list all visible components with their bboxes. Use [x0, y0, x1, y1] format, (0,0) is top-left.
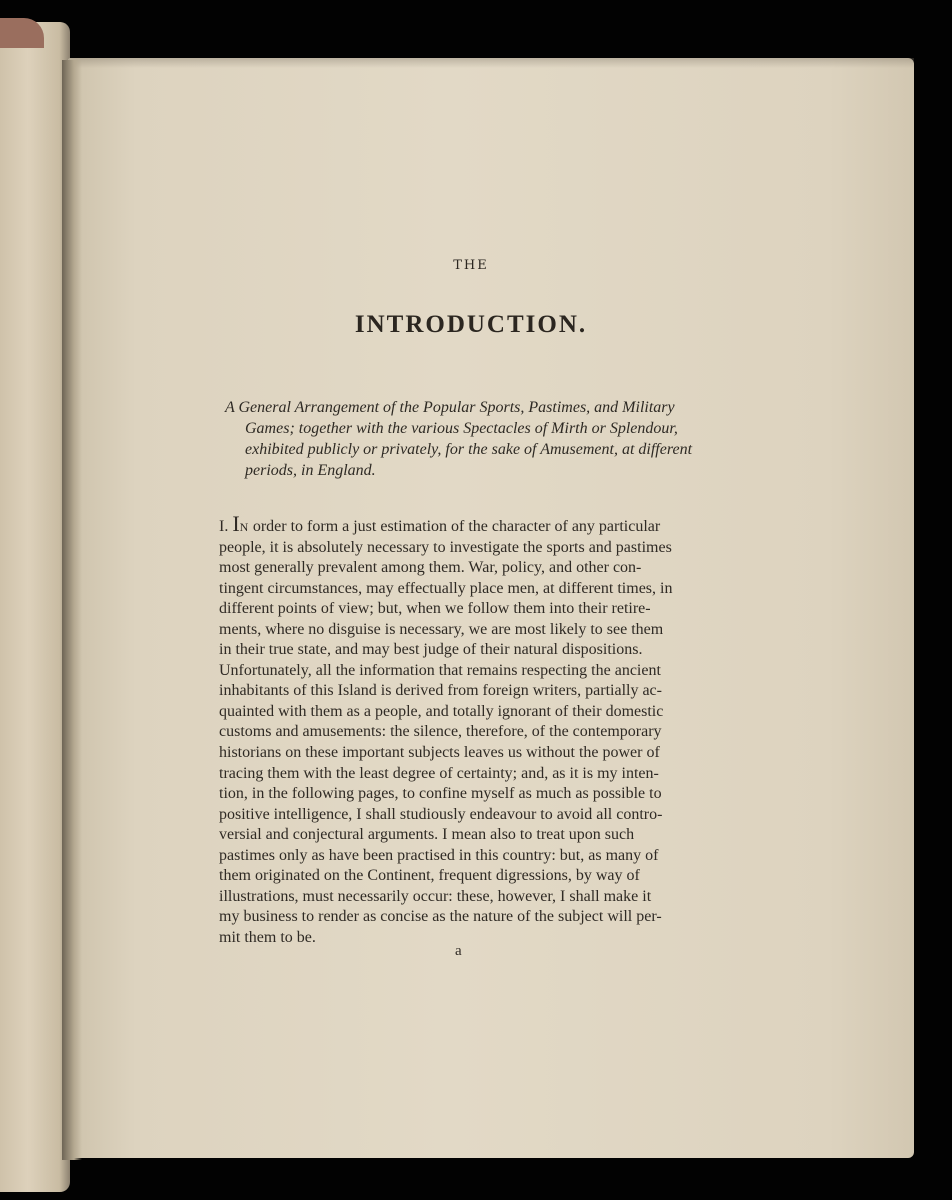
left-page-edge — [0, 22, 70, 1192]
text-line: historians on these important subjects leaves us without the power of — [219, 744, 660, 762]
text-line: illustrations, must necessarily occur: these, however, I shall make it — [219, 887, 652, 905]
right-page — [68, 58, 914, 1158]
text-line: most generally prevalent among them. War, policy, and other con- — [219, 559, 642, 577]
text-line: pastimes only as have been practised in this country: but, as many of — [219, 846, 659, 864]
subtitle-line: periods, in England. — [245, 462, 376, 479]
text-line: Unfortunately, all the information that remains respecting the ancient — [219, 661, 661, 679]
text-line: them originated on the Continent, frequent digressions, by way of — [219, 867, 640, 885]
text-line: tracing them with the least degree of certainty; and, as it is my inten- — [219, 764, 659, 782]
small-caps: N — [239, 520, 249, 534]
text-line: people, it is absolutely necessary to investigate the sports and pastimes — [219, 538, 672, 556]
first-line-text: order to form a just estimation of the character of any particular — [248, 518, 661, 535]
text-line: positive intelligence, I shall studiously endeavour to avoid all contro- — [219, 805, 663, 823]
heading-the: THE — [453, 258, 489, 273]
subtitle-line: Games; together with the various Spectacles of Mirth or Splendour, — [245, 420, 678, 437]
text-line: tion, in the following pages, to confine myself as much as possible to — [219, 785, 662, 803]
drop-cap: I — [232, 511, 240, 536]
first-line — [219, 511, 719, 538]
subtitle — [225, 397, 725, 481]
subtitle-line: A General Arrangement of the Popular Sports, Pastimes, and Military — [225, 399, 675, 416]
text-line: inhabitants of this Island is derived from foreign writers, partially ac- — [219, 682, 662, 700]
text-line: mit them to be. — [219, 928, 316, 946]
text-line: customs and amusements: the silence, therefore, of the contemporary — [219, 723, 662, 741]
text-line: different points of view; but, when we follow them into their retire- — [219, 600, 651, 618]
text-line: tingent circumstances, may effectually place men, at different times, in — [219, 579, 673, 597]
subtitle-line: exhibited publicly or privately, for the sake of Amusement, at different — [245, 441, 693, 458]
text-line: my business to render as concise as the nature of the subject will per- — [219, 908, 662, 926]
text-line: versial and conjectural arguments. I mean also to treat upon such — [219, 826, 635, 844]
section-number: I. — [219, 518, 229, 535]
text-line: quainted with them as a people, and totally ignorant of their domestic — [219, 702, 664, 720]
page-title: INTRODUCTION. — [354, 311, 588, 338]
book-cover-corner — [0, 18, 44, 48]
text-line: in their true state, and may best judge of their natural dispositions. — [219, 641, 643, 659]
text-line: ments, where no disguise is necessary, we are most likely to see them — [219, 620, 664, 638]
body-paragraph — [219, 511, 719, 948]
book-gutter — [62, 60, 82, 1160]
page-shadow — [68, 58, 914, 68]
signature-mark: a — [455, 943, 462, 959]
